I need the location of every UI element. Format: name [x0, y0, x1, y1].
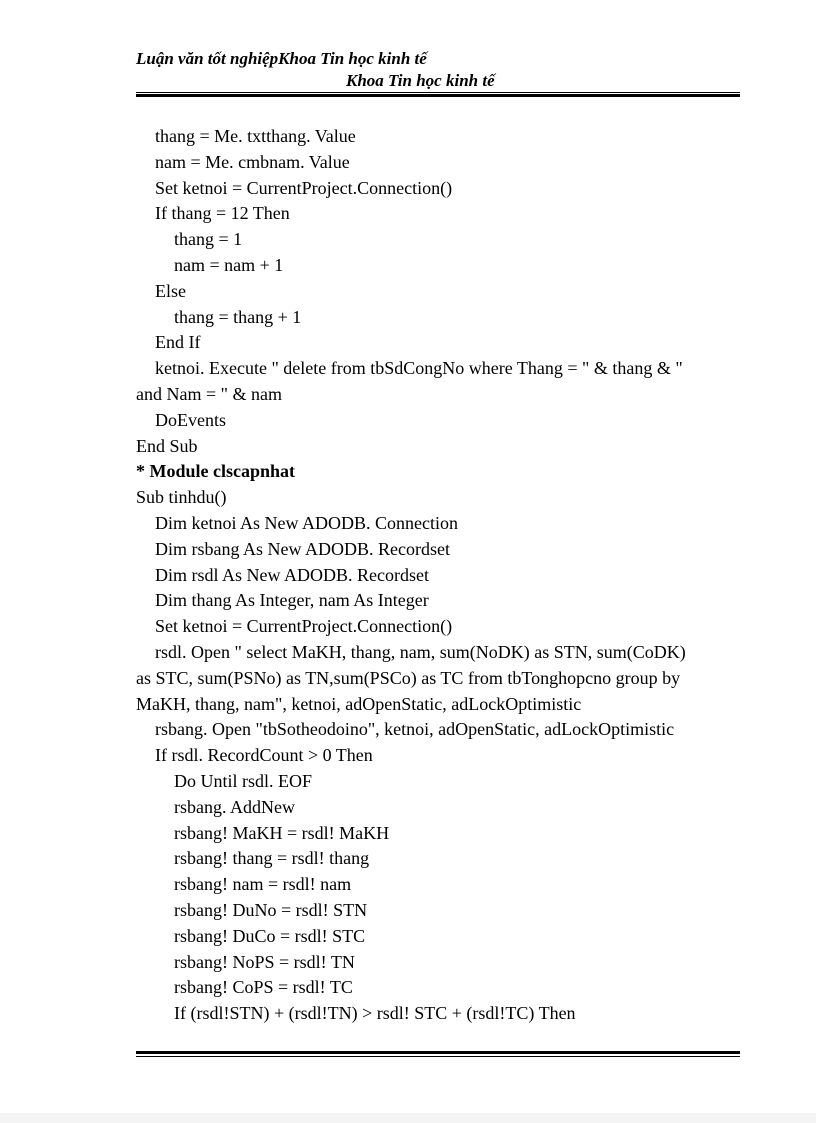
code-line: rsbang! DuCo = rsdl! STC [174, 925, 366, 946]
code-line: Dim rsdl As New ADODB. Recordset [155, 564, 429, 585]
code-line: as STC, sum(PSNo) as TN,sum(PSCo) as TC from tbTonghopcno group by [136, 667, 681, 688]
code-line: rsbang. AddNew [174, 796, 295, 817]
code-line: rsbang! DuNo = rsdl! STN [174, 899, 368, 920]
code-line: thang = 1 [174, 229, 243, 250]
code-line: nam = nam + 1 [174, 254, 284, 275]
code-line: MaKH, thang, nam", ketnoi, adOpenStatic, adLockOptimistic [136, 693, 582, 714]
code-line: nam = Me. cmbnam. Value [155, 151, 350, 172]
code-line: rsbang! NoPS = rsdl! TN [174, 951, 355, 972]
code-line: Dim rsbang As New ADODB. Recordset [155, 538, 450, 559]
code-line: rsbang! MaKH = rsdl! MaKH [174, 822, 390, 843]
code-line: rsbang. Open "tbSotheodoino", ketnoi, adOpenStatic, adLockOptimistic [155, 719, 675, 740]
footer-rule-thin [136, 1056, 740, 1057]
code-listing [136, 124, 726, 1027]
module-heading: * Module clscapnhat [136, 461, 296, 482]
header-rule-thick [136, 94, 740, 97]
header-thesis-title: Luận văn tốt nghiệpKhoa Tin học kinh tế [136, 49, 427, 68]
code-line: If rsdl. RecordCount > 0 Then [155, 745, 373, 766]
code-line: If thang = 12 Then [155, 203, 290, 224]
header-rule-thin [136, 92, 740, 93]
code-line: Dim ketnoi As New ADODB. Connection [155, 512, 458, 533]
code-line: rsbang! CoPS = rsdl! TC [174, 977, 353, 998]
code-line: DoEvents [155, 409, 226, 430]
footer-rule-thick [136, 1051, 740, 1054]
page-bottom-band [0, 1113, 816, 1123]
code-line: Do Until rsdl. EOF [174, 770, 313, 791]
code-line: Dim thang As Integer, nam As Integer [155, 590, 429, 611]
code-line: and Nam = " & nam [136, 383, 282, 404]
page-header [136, 48, 740, 92]
code-line: Set ketnoi = CurrentProject.Connection() [155, 616, 453, 637]
code-line: rsdl. Open " select MaKH, thang, nam, sum(NoDK) as STN, sum(CoDK) [155, 641, 686, 662]
header-faculty-name: Khoa Tin học kinh tế [346, 71, 495, 90]
code-line: rsbang! nam = rsdl! nam [174, 874, 352, 895]
code-line: Sub tinhdu() [136, 487, 227, 508]
code-line: End Sub [136, 435, 198, 456]
code-line: Else [155, 280, 186, 301]
code-line: End If [155, 332, 201, 353]
code-line: If (rsdl!STN) + (rsdl!TN) > rsdl! STC + (rsdl!TC) Then [174, 1003, 576, 1024]
code-line: ketnoi. Execute " delete from tbSdCongNo where Thang = " & thang & " [155, 358, 683, 379]
code-line: thang = Me. txtthang. Value [155, 126, 356, 146]
code-line: Set ketnoi = CurrentProject.Connection() [155, 177, 453, 198]
code-line: rsbang! thang = rsdl! thang [174, 848, 370, 869]
code-line: thang = thang + 1 [174, 306, 302, 327]
